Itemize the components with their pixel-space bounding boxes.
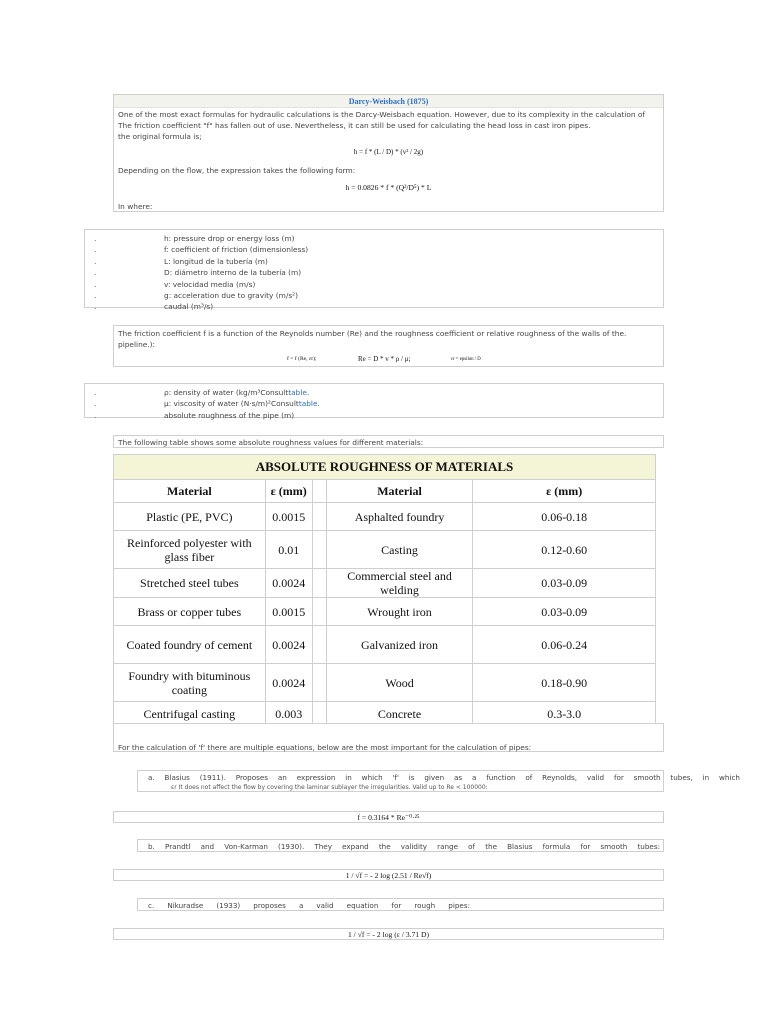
material-cell: Centrifugal casting [114,702,266,726]
roughness-cell: 0.0024 [265,569,312,598]
formula-prandtl: 1 / √f = - 2 log (2.51 / Re√f) [113,869,664,881]
variables-list [84,229,664,312]
roughness-cell: 0.0024 [265,664,312,702]
spacer-cell [312,480,326,503]
equations-intro-section [113,723,664,752]
darcy-weisbach-section [113,94,664,212]
section-title: Darcy-Weisbach (1875) [114,95,663,108]
list-item [85,410,663,421]
table-row [114,626,656,664]
variable-text: absolute roughness of the pipe (m) [164,410,295,420]
roughness-cell: 0.3-3.0 [473,702,656,726]
formula-friction: f = f (Re, εr); [287,356,317,362]
table-intro-section [113,435,664,448]
bullet: . [94,302,97,312]
material-cell: Reinforced polyester with glass fiber [114,531,266,569]
material-cell: Stretched steel tubes [114,569,266,598]
variable-text: D: diámetro interno de la tubería (m) [164,268,302,278]
formula-reynolds: Re = D * v * ρ / μ; [358,355,411,363]
formula-flow: h = 0.0826 * f * (Q²/D⁵) * L [345,183,432,192]
list-item-blasius [137,770,740,792]
material-cell: Plastic (PE, PVC) [114,503,266,531]
material-cell: Casting [326,531,473,569]
spacer-cell [312,598,326,626]
material-cell: Wrought iron [326,598,473,626]
spacer-cell [312,569,326,598]
material-cell: Galvanized iron [326,626,473,664]
spacer-cell [312,531,326,569]
spacer-cell [312,626,326,664]
equation-description: Prandtl and Von-Karman (1930). They expand the validity range of the Blasius formula for smooth tubes: [164,842,660,851]
roughness-cell: 0.12-0.60 [473,531,656,569]
intro-paragraph: One of the most exact formulas for hydraulic calculations is the Darcy-Weisbach equation. However, due to its complexity in the calculation of The friction coefficient "f" has fallen out of use. Nevertheless, it can still be used for calculating the head loss in cast iron pipes. [118,110,645,130]
list-item [85,256,663,267]
list-item [85,279,663,290]
variable-text: g: acceleration due to gravity (m/s²) [164,290,299,300]
bullet: . [94,234,97,243]
punctuation: . [306,388,310,397]
formula-relative-roughness: εr = epsilon / D [451,357,481,362]
table-intro-text: The following table shows some absolute roughness values for different materials: [118,438,424,447]
table-row [114,598,656,626]
table-row [114,664,656,702]
spacer-cell [312,702,326,726]
equation-note: εr It does not affect the flow by covering the laminar sublayer the irregularities. Valid up to Re < 100000: [171,784,488,791]
roughness-cell: 0.003 [265,702,312,726]
spacer-cell [312,664,326,702]
roughness-cell: 0.0024 [265,626,312,664]
roughness-table [113,454,656,726]
column-header: ε (mm) [265,480,312,503]
spacer-cell [312,503,326,531]
bullet: . [94,410,97,420]
list-item [85,398,663,409]
variable-text: v: velocidad media (m/s) [164,279,256,289]
roughness-cell: 0.06-0.24 [473,626,656,664]
material-cell: Commercial steel and welding [326,569,473,598]
roughness-cell: 0.0015 [265,503,312,531]
list-item [85,267,663,278]
reynolds-paragraph: The friction coefficient f is a function of the Reynolds number (Re) and the roughness coefficient or relative roughness of the walls of the. pipeline.): [118,329,627,349]
formula-blasius: f = 0.3164 * Re⁻⁰·²⁵ [113,811,664,823]
list-item-nikuradse [137,898,664,911]
roughness-cell: 0.06-0.18 [473,503,656,531]
list-item [85,387,663,398]
table-link[interactable]: table [288,388,307,397]
material-cell: Coated foundry of cement [114,626,266,664]
material-cell: Wood [326,664,473,702]
bullet: . [94,268,97,278]
depending-text: Depending on the flow, the expression takes the following form: [118,166,356,175]
list-item [85,290,663,301]
list-item [85,301,663,312]
column-header: Material [114,480,266,503]
in-where-label: In where: [118,202,153,211]
material-cell: Brass or copper tubes [114,598,266,626]
equation-description: Blasius (1911). Proposes an expression in which 'f' is given as a function of Reynolds, valid for smooth tubes, in which [164,773,740,782]
list-item [85,233,663,244]
bullet: . [94,256,97,266]
column-header: ε (mm) [473,480,656,503]
density-viscosity-list [84,383,664,418]
table-row [114,569,656,598]
table-row [114,531,656,569]
equations-intro-text: For the calculation of 'f' there are multiple equations, below are the most important for the calculation of pipes: [118,743,532,752]
roughness-cell: 0.18-0.90 [473,664,656,702]
variable-text: L: longitud de la tubería (m) [164,256,268,266]
material-cell: Foundry with bituminous coating [114,664,266,702]
list-item-prandtl [137,839,664,852]
list-item [85,244,663,255]
list-label: a. [148,773,155,782]
bullet: . [94,399,97,409]
table-title: ABSOLUTE ROUGHNESS OF MATERIALS [114,455,656,480]
bullet: . [94,245,97,255]
original-formula-label: the original formula is; [118,132,202,141]
variable-text: f: coefficient of friction (dimensionless) [164,245,309,255]
table-row [114,503,656,531]
variable-text: μ: viscosity of water (N·s/m)²Consult [164,399,299,409]
punctuation: . [317,399,320,409]
variable-text: ρ: density of water (kg/m³Consult [164,388,289,397]
roughness-cell: 0.0015 [265,598,312,626]
material-cell: Concrete [326,702,473,726]
roughness-cell: 0.03-0.09 [473,569,656,598]
reynolds-section [113,325,664,367]
bullet: . [94,279,97,289]
bullet: . [94,290,97,300]
variable-text: caudal (m³/s) [164,302,214,312]
list-label: b. [148,842,155,851]
formula-nikuradse: 1 / √f = - 2 log (ε / 3.71 D) [113,928,664,940]
column-header: Material [326,480,473,503]
material-cell: Asphalted foundry [326,503,473,531]
list-label: c. [148,901,155,910]
table-link[interactable]: table [298,399,318,409]
table-row [114,702,656,726]
variable-text: h: pressure drop or energy loss (m) [164,234,295,243]
formula-original: h = f * (L / D) * (v² / 2g) [353,148,424,156]
bullet: . [94,388,97,397]
roughness-cell: 0.03-0.09 [473,598,656,626]
roughness-cell: 0.01 [265,531,312,569]
equation-description: Nikuradse (1933) proposes a valid equation for rough pipes: [167,901,470,910]
